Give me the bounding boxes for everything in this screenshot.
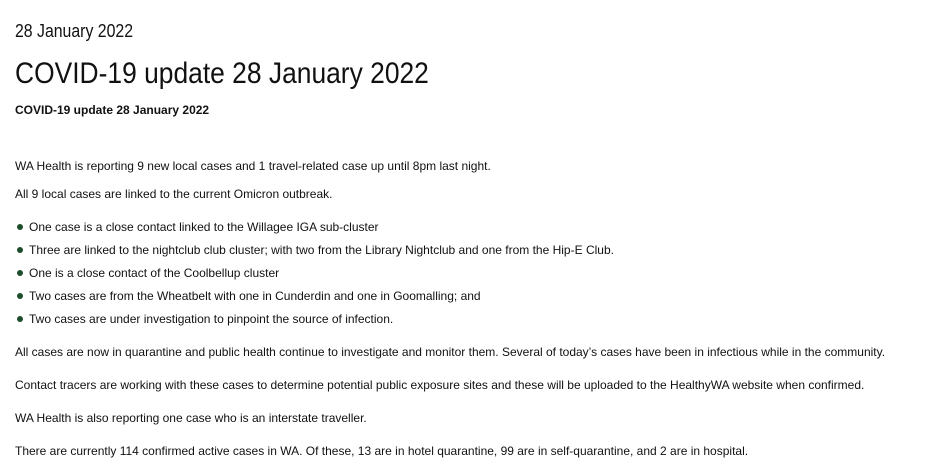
bullet-icon <box>17 293 23 299</box>
list-item <box>15 265 614 288</box>
publish-date: 28 January 2022 <box>15 21 134 41</box>
list-item <box>15 242 614 265</box>
page-title: COVID-19 update 28 January 2022 <box>15 57 429 90</box>
case-bullet-list <box>15 219 614 334</box>
body-paragraph: WA Health is also reporting one case who is an interstate traveller. <box>15 411 367 425</box>
bullet-icon <box>17 224 23 230</box>
body-paragraph: There are currently 114 confirmed active cases in WA. Of these, 13 are in hotel quarantine, 99 are in self-quarantine, and 2 are in hospital. <box>15 444 749 458</box>
list-item <box>15 219 614 242</box>
list-item <box>15 288 614 311</box>
body-paragraph: Contact tracers are working with these cases to determine potential public exposure sites and these will be uploaded to the HealthyWA website when confirmed. <box>15 378 865 392</box>
list-item-text: Two cases are under investigation to pinpoint the source of infection. <box>29 312 394 326</box>
body-paragraph: All cases are now in quarantine and public health continue to investigate and monitor them. Several of today’s cases have been in infectious while in the community. <box>15 345 886 359</box>
list-item <box>15 311 614 334</box>
bullet-icon <box>17 247 23 253</box>
intro-paragraph: WA Health is reporting 9 new local cases and 1 travel-related case up until 8pm last night. <box>15 159 491 173</box>
sub-heading: COVID-19 update 28 January 2022 <box>15 103 210 117</box>
list-item-text: One is a close contact of the Coolbellup cluster <box>29 266 280 280</box>
list-item-text: Two cases are from the Wheatbelt with one in Cunderdin and one in Goomalling; and <box>29 289 481 303</box>
list-item-text: Three are linked to the nightclub club cluster; with two from the Library Nightclub and one from the Hip-E Club. <box>29 243 614 257</box>
bullet-icon <box>17 270 23 276</box>
bullet-icon <box>17 316 23 322</box>
list-item-text: One case is a close contact linked to the Willagee IGA sub-cluster <box>29 220 379 234</box>
intro-paragraph: All 9 local cases are linked to the current Omicron outbreak. <box>15 187 333 201</box>
